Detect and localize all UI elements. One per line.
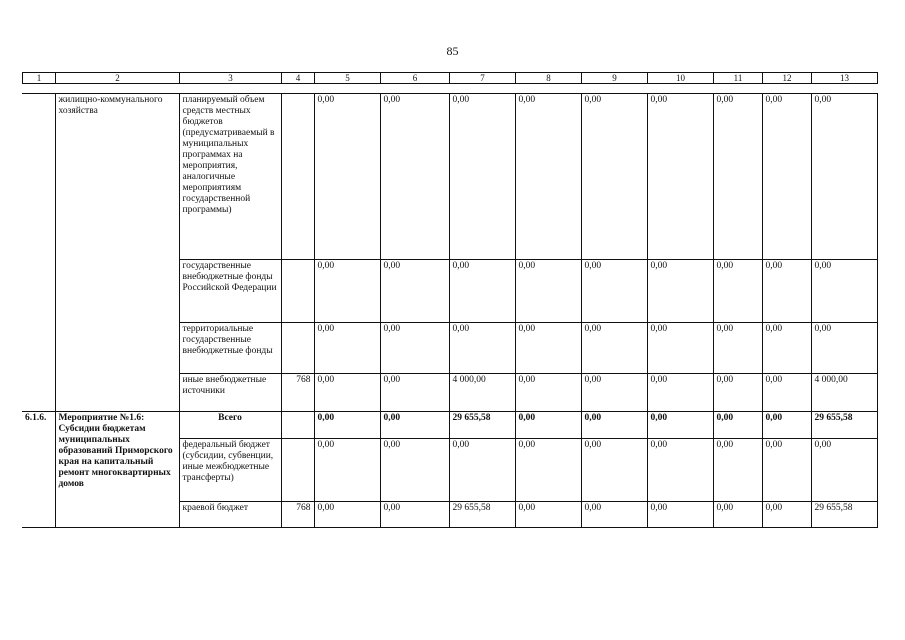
value-cell: 0,00	[811, 439, 877, 502]
column-number-header	[22, 72, 878, 84]
source-cell: краевой бюджет	[179, 502, 281, 528]
value-cell: 0,00	[811, 94, 877, 260]
page-number: 85	[446, 44, 459, 58]
value-cell: 0,00	[762, 94, 811, 260]
value-cell: 0,00	[314, 412, 380, 439]
value-cell: 0,00	[647, 412, 713, 439]
value-cell: 0,00	[762, 439, 811, 502]
value-cell: 0,00	[581, 260, 647, 323]
value-cell: 0,00	[713, 374, 762, 412]
item-number-cell: 6.1.6.	[22, 412, 55, 528]
value-cell: 0,00	[380, 439, 449, 502]
header-cell: 2	[56, 73, 180, 84]
value-cell: 0,00	[762, 260, 811, 323]
value-cell: 0,00	[515, 374, 581, 412]
value-cell: 0,00	[449, 323, 515, 374]
value-cell: 0,00	[647, 323, 713, 374]
source-cell: планируемый объем средств местных бюджетов (предусматриваемый в муниципальных программах на мероприятия, аналогичные мероприятиям государственной программы)	[179, 94, 281, 260]
value-cell: 0,00	[713, 439, 762, 502]
source-cell: территориальные государственные внебюджетные фонды	[179, 323, 281, 374]
header-cell: 13	[812, 73, 878, 84]
value-cell: 0,00	[647, 260, 713, 323]
value-cell: 0,00	[647, 94, 713, 260]
value-cell: 0,00	[581, 412, 647, 439]
code-cell: 768	[281, 502, 314, 528]
code-cell	[281, 323, 314, 374]
value-cell: 0,00	[314, 323, 380, 374]
value-cell: 0,00	[762, 374, 811, 412]
source-cell: федеральный бюджет (субсидии, субвенции, иные межбюджетные трансферты)	[179, 439, 281, 502]
funding-table	[22, 93, 878, 528]
code-cell: 768	[281, 374, 314, 412]
value-cell: 0,00	[581, 94, 647, 260]
value-cell: 29 655,58	[811, 502, 877, 528]
value-cell: 0,00	[581, 374, 647, 412]
value-cell: 0,00	[314, 502, 380, 528]
value-cell: 29 655,58	[449, 502, 515, 528]
header-cell: 6	[381, 73, 450, 84]
source-cell: государственные внебюджетные фонды Российской Федерации	[179, 260, 281, 323]
value-cell: 0,00	[380, 323, 449, 374]
value-cell: 0,00	[515, 260, 581, 323]
value-cell: 0,00	[811, 323, 877, 374]
value-cell: 0,00	[515, 439, 581, 502]
value-cell: 0,00	[762, 323, 811, 374]
source-cell-total: Всего	[179, 412, 281, 439]
item-name-cell: Мероприятие №1.6: Субсидии бюджетам муниципальных образований Приморского края на капитальный ремонт многоквартирных домов	[55, 412, 179, 528]
table-row	[22, 94, 877, 260]
table-row-total	[22, 412, 877, 439]
value-cell: 0,00	[647, 502, 713, 528]
value-cell: 0,00	[515, 412, 581, 439]
value-cell: 0,00	[811, 260, 877, 323]
value-cell: 0,00	[380, 412, 449, 439]
value-cell: 0,00	[449, 260, 515, 323]
code-cell	[281, 412, 314, 439]
value-cell: 0,00	[647, 374, 713, 412]
value-cell: 0,00	[314, 439, 380, 502]
value-cell: 0,00	[515, 323, 581, 374]
item-name-cell: жилищно-коммунального хозяйства	[55, 94, 179, 412]
value-cell: 0,00	[713, 94, 762, 260]
value-cell: 29 655,58	[811, 412, 877, 439]
header-cell: 1	[23, 73, 56, 84]
value-cell: 0,00	[380, 502, 449, 528]
value-cell: 0,00	[314, 374, 380, 412]
value-cell: 0,00	[713, 502, 762, 528]
value-cell: 0,00	[762, 502, 811, 528]
header-cell: 8	[516, 73, 582, 84]
value-cell: 0,00	[380, 374, 449, 412]
code-cell	[281, 94, 314, 260]
header-cell: 10	[648, 73, 714, 84]
header-cell: 7	[450, 73, 516, 84]
header-cell: 9	[582, 73, 648, 84]
value-cell: 0,00	[449, 94, 515, 260]
value-cell: 0,00	[449, 439, 515, 502]
value-cell: 0,00	[647, 439, 713, 502]
value-cell: 29 655,58	[449, 412, 515, 439]
code-cell	[281, 260, 314, 323]
value-cell: 0,00	[314, 260, 380, 323]
header-cell: 12	[763, 73, 812, 84]
source-cell: иные внебюджетные источники	[179, 374, 281, 412]
value-cell: 0,00	[515, 94, 581, 260]
value-cell: 0,00	[515, 502, 581, 528]
item-number-cell	[22, 94, 55, 412]
value-cell: 0,00	[380, 94, 449, 260]
code-cell	[281, 439, 314, 502]
value-cell: 0,00	[713, 323, 762, 374]
value-cell: 0,00	[314, 94, 380, 260]
value-cell: 4 000,00	[811, 374, 877, 412]
value-cell: 4 000,00	[449, 374, 515, 412]
header-cell: 5	[315, 73, 381, 84]
value-cell: 0,00	[762, 412, 811, 439]
header-row	[23, 73, 878, 84]
value-cell: 0,00	[581, 323, 647, 374]
value-cell: 0,00	[581, 502, 647, 528]
value-cell: 0,00	[713, 260, 762, 323]
value-cell: 0,00	[380, 260, 449, 323]
value-cell: 0,00	[581, 439, 647, 502]
header-cell: 3	[180, 73, 282, 84]
header-cell: 11	[714, 73, 763, 84]
value-cell: 0,00	[713, 412, 762, 439]
header-cell: 4	[282, 73, 315, 84]
